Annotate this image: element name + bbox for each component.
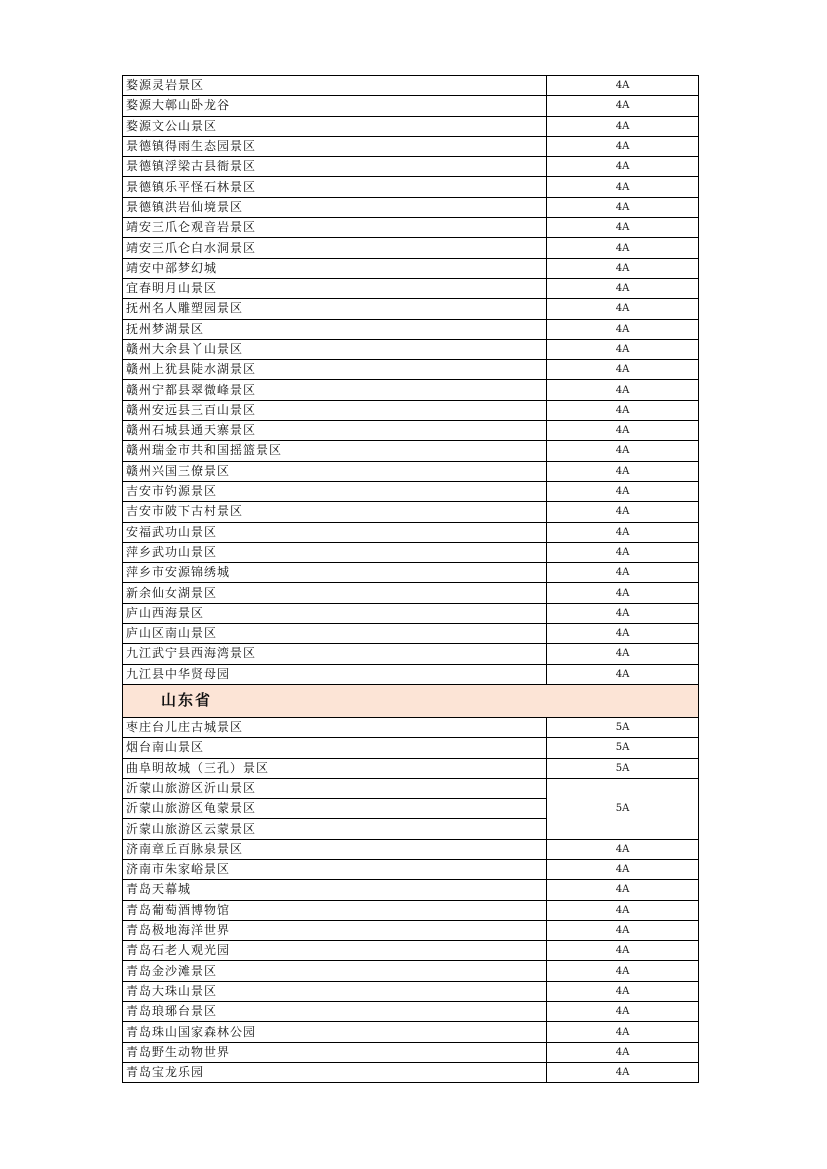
scenic-area-level: 4A xyxy=(547,1022,699,1042)
scenic-area-level: 4A xyxy=(547,502,699,522)
table-row xyxy=(123,339,699,359)
table-row xyxy=(123,664,699,684)
scenic-area-name: 安福武功山景区 xyxy=(123,522,547,542)
scenic-area-level: 4A xyxy=(547,481,699,501)
scenic-area-level: 4A xyxy=(547,920,699,940)
scenic-area-name: 青岛金沙滩景区 xyxy=(123,961,547,981)
scenic-area-name: 靖安中部梦幻城 xyxy=(123,258,547,278)
scenic-area-name: 宜春明月山景区 xyxy=(123,278,547,298)
table-row xyxy=(123,461,699,481)
scenic-area-name: 景德镇得雨生态园景区 xyxy=(123,136,547,156)
table-row xyxy=(123,299,699,319)
table-row xyxy=(123,1022,699,1042)
scenic-area-level: 4A xyxy=(547,1062,699,1082)
scenic-area-name: 赣州宁都县翠微峰景区 xyxy=(123,380,547,400)
scenic-area-table xyxy=(122,75,699,1083)
table-row xyxy=(123,380,699,400)
scenic-area-name: 青岛珠山国家森林公园 xyxy=(123,1022,547,1042)
table-row xyxy=(123,1042,699,1062)
table-row xyxy=(123,258,699,278)
table-row xyxy=(123,157,699,177)
scenic-area-name: 青岛天幕城 xyxy=(123,880,547,900)
scenic-area-name: 景德镇乐平怪石林景区 xyxy=(123,177,547,197)
scenic-area-name: 烟台南山景区 xyxy=(123,738,547,758)
scenic-area-name: 沂蒙山旅游区龟蒙景区 xyxy=(123,799,547,819)
scenic-area-name: 吉安市陂下古村景区 xyxy=(123,502,547,522)
scenic-area-level: 4A xyxy=(547,1002,699,1022)
scenic-area-level: 4A xyxy=(547,380,699,400)
scenic-area-name: 青岛极地海洋世界 xyxy=(123,920,547,940)
table-row xyxy=(123,880,699,900)
scenic-area-name: 萍乡武功山景区 xyxy=(123,542,547,562)
scenic-area-name: 沂蒙山旅游区沂山景区 xyxy=(123,778,547,798)
scenic-area-name: 赣州石城县通天寨景区 xyxy=(123,421,547,441)
scenic-area-name: 庐山区南山景区 xyxy=(123,624,547,644)
table-row xyxy=(123,583,699,603)
scenic-area-level: 4A xyxy=(547,522,699,542)
scenic-area-level: 5A xyxy=(547,738,699,758)
table-row xyxy=(123,603,699,623)
scenic-area-level: 4A xyxy=(547,136,699,156)
scenic-area-name: 青岛琅琊台景区 xyxy=(123,1002,547,1022)
scenic-area-level: 4A xyxy=(547,441,699,461)
scenic-area-level: 4A xyxy=(547,859,699,879)
table-row xyxy=(123,96,699,116)
table-row xyxy=(123,920,699,940)
scenic-area-name: 萍乡市安源锦绣城 xyxy=(123,563,547,583)
table-row xyxy=(123,360,699,380)
scenic-area-level: 4A xyxy=(547,197,699,217)
scenic-area-name: 青岛大珠山景区 xyxy=(123,981,547,1001)
table-row xyxy=(123,319,699,339)
table-row xyxy=(123,624,699,644)
table-row xyxy=(123,1002,699,1022)
table-row xyxy=(123,502,699,522)
table-row xyxy=(123,563,699,583)
scenic-area-level: 4A xyxy=(547,839,699,859)
scenic-area-name: 九江县中华贤母园 xyxy=(123,664,547,684)
scenic-area-name: 九江武宁县西海湾景区 xyxy=(123,644,547,664)
scenic-area-name: 靖安三爪仑白水洞景区 xyxy=(123,238,547,258)
table-row xyxy=(123,778,699,798)
table-row xyxy=(123,218,699,238)
scenic-area-level: 4A xyxy=(547,981,699,1001)
scenic-area-level: 4A xyxy=(547,961,699,981)
table-row xyxy=(123,116,699,136)
scenic-area-level: 4A xyxy=(547,563,699,583)
scenic-area-level: 4A xyxy=(547,299,699,319)
scenic-area-name: 婺源灵岩景区 xyxy=(123,76,547,96)
table-row xyxy=(123,542,699,562)
scenic-area-level: 4A xyxy=(547,542,699,562)
scenic-area-name: 济南章丘百脉泉景区 xyxy=(123,839,547,859)
scenic-area-name: 抚州名人雕塑园景区 xyxy=(123,299,547,319)
table-row xyxy=(123,400,699,420)
scenic-area-level: 5A xyxy=(547,778,699,839)
scenic-area-name: 青岛宝龙乐园 xyxy=(123,1062,547,1082)
table-row xyxy=(123,839,699,859)
scenic-area-name: 青岛石老人观光园 xyxy=(123,941,547,961)
table-body xyxy=(123,76,699,1083)
province-section-row xyxy=(123,684,699,717)
table-row xyxy=(123,177,699,197)
table-row xyxy=(123,644,699,664)
scenic-area-name: 青岛葡萄酒博物馆 xyxy=(123,900,547,920)
table-row xyxy=(123,941,699,961)
table-row xyxy=(123,961,699,981)
scenic-area-level: 4A xyxy=(547,583,699,603)
scenic-area-name: 赣州上犹县陡水湖景区 xyxy=(123,360,547,380)
scenic-area-level: 4A xyxy=(547,96,699,116)
scenic-area-name: 沂蒙山旅游区云蒙景区 xyxy=(123,819,547,839)
scenic-area-name: 景德镇洪岩仙境景区 xyxy=(123,197,547,217)
scenic-area-level: 4A xyxy=(547,644,699,664)
scenic-area-name: 婺源文公山景区 xyxy=(123,116,547,136)
scenic-area-level: 4A xyxy=(547,258,699,278)
scenic-area-level: 4A xyxy=(547,941,699,961)
scenic-area-level: 4A xyxy=(547,421,699,441)
scenic-area-level: 4A xyxy=(547,664,699,684)
scenic-area-level: 4A xyxy=(547,603,699,623)
scenic-area-name: 青岛野生动物世界 xyxy=(123,1042,547,1062)
scenic-area-level: 5A xyxy=(547,717,699,737)
scenic-area-level: 4A xyxy=(547,319,699,339)
province-title: 山东省 xyxy=(123,684,699,717)
scenic-area-name: 景德镇浮梁古县衙景区 xyxy=(123,157,547,177)
table-row xyxy=(123,421,699,441)
scenic-area-level: 4A xyxy=(547,880,699,900)
scenic-area-level: 4A xyxy=(547,900,699,920)
scenic-area-level: 4A xyxy=(547,1042,699,1062)
table-row xyxy=(123,1062,699,1082)
scenic-area-level: 4A xyxy=(547,339,699,359)
scenic-area-level: 4A xyxy=(547,360,699,380)
scenic-area-level: 4A xyxy=(547,624,699,644)
scenic-area-name: 新余仙女湖景区 xyxy=(123,583,547,603)
scenic-area-name: 曲阜明故城（三孔）景区 xyxy=(123,758,547,778)
table-row xyxy=(123,278,699,298)
scenic-area-level: 5A xyxy=(547,758,699,778)
table-row xyxy=(123,758,699,778)
scenic-area-level: 4A xyxy=(547,278,699,298)
scenic-area-level: 4A xyxy=(547,238,699,258)
scenic-area-name: 靖安三爪仑观音岩景区 xyxy=(123,218,547,238)
scenic-area-name: 赣州瑞金市共和国摇篮景区 xyxy=(123,441,547,461)
scenic-area-name: 庐山西海景区 xyxy=(123,603,547,623)
table-row xyxy=(123,136,699,156)
table-row xyxy=(123,76,699,96)
table-row xyxy=(123,981,699,1001)
scenic-area-level: 4A xyxy=(547,461,699,481)
table-row xyxy=(123,238,699,258)
scenic-area-name: 枣庄台儿庄古城景区 xyxy=(123,717,547,737)
scenic-area-name: 赣州大余县丫山景区 xyxy=(123,339,547,359)
scenic-area-level: 4A xyxy=(547,400,699,420)
scenic-area-level: 4A xyxy=(547,218,699,238)
table-row xyxy=(123,481,699,501)
table-row xyxy=(123,738,699,758)
table-row xyxy=(123,522,699,542)
scenic-area-name: 婺源大鄣山卧龙谷 xyxy=(123,96,547,116)
scenic-area-name: 赣州安远县三百山景区 xyxy=(123,400,547,420)
scenic-area-name: 吉安市钓源景区 xyxy=(123,481,547,501)
table-row xyxy=(123,859,699,879)
scenic-area-level: 4A xyxy=(547,116,699,136)
table-row xyxy=(123,441,699,461)
table-row xyxy=(123,197,699,217)
scenic-area-level: 4A xyxy=(547,157,699,177)
scenic-area-name: 赣州兴国三僚景区 xyxy=(123,461,547,481)
scenic-area-name: 抚州梦湖景区 xyxy=(123,319,547,339)
scenic-area-level: 4A xyxy=(547,177,699,197)
table-row xyxy=(123,900,699,920)
scenic-area-name: 济南市朱家峪景区 xyxy=(123,859,547,879)
table-row xyxy=(123,717,699,737)
scenic-area-level: 4A xyxy=(547,76,699,96)
